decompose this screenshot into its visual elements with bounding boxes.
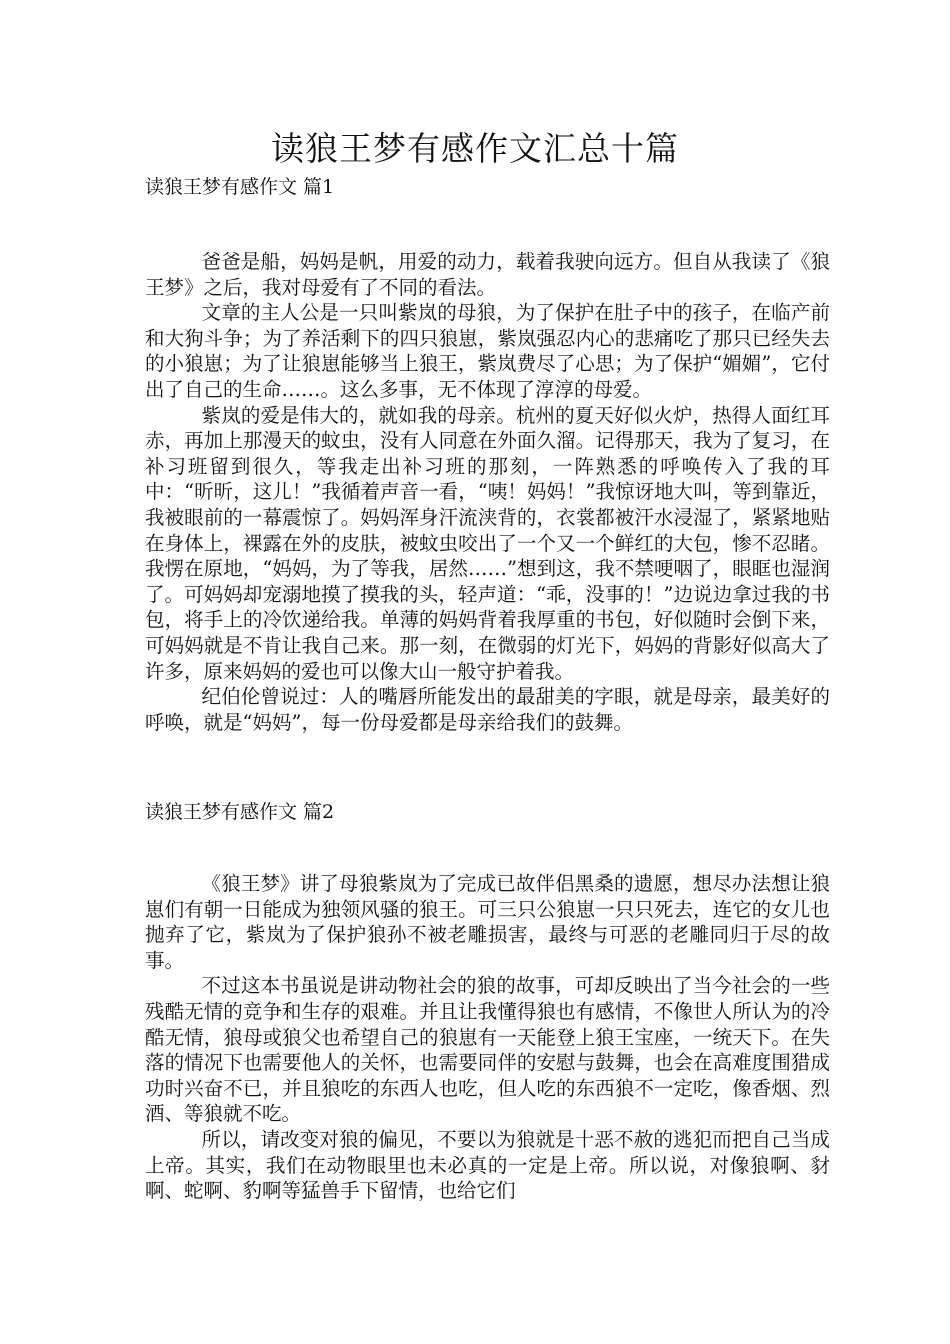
paragraph: 纪伯伦曾说过：人的嘴唇所能发出的最甜美的字眼，就是母亲，最美好的呼唤，就是“妈妈”，每一份母爱都是母亲给我们的鼓舞。 — [145, 685, 830, 734]
paragraph: 紫岚的爱是伟大的，就如我的母亲。杭州的夏天好似火炉，热得人面红耳赤，再加上那漫天的蚊虫，没有人同意在外面久溜。记得那天，我为了复习，在补习班留到很久，等我走出补习班的那刻，一阵熟悉的呼唤传入了我的耳中：“昕昕，这儿！”我循着声音一看，“咦！妈妈！”我惊讶地大叫，等到靠近，我被眼前的一幕震惊了。妈妈浑身汗流浃背的，衣裳都被汗水浸湿了，紧紧地贴在身体上，裸露在外的皮肤，被蚊虫咬出了一个又一个鲜红的大包，惨不忍睹。我愣在原地，“妈妈，为了等我，居然……”想到这，我不禁哽咽了，眼眶也湿润了。可妈妈却宠溺地摸了摸我的头，轻声道：“乖，没事的！”边说边拿过我的书包，将手上的冷饮递给我。单薄的妈妈背着我厚重的书包，好似随时会倒下来，可妈妈就是不肯让我自己来。那一刻，在微弱的灯光下，妈妈的背影好似高大了许多，原来妈妈的爱也可以像大山一般守护着我。 — [145, 403, 830, 683]
section-body-2 — [145, 871, 830, 1204]
section-heading-2: 读狼王梦有感作文 篇2 — [145, 801, 335, 823]
section-heading-1: 读狼王梦有感作文 篇1 — [145, 176, 335, 198]
document-title: 读狼王梦有感作文汇总十篇 — [271, 129, 679, 168]
paragraph: 所以，请改变对狼的偏见，不要以为狼就是十恶不赦的逃犯而把自己当成上帝。其实，我们在动物眼里也未必真的一定是上帝。所以说，对像狼啊、豺啊、蛇啊、豹啊等猛兽手下留情，也给它们 — [145, 1127, 830, 1203]
paragraph: 文章的主人公是一只叫紫岚的母狼，为了保护在肚子中的孩子，在临产前和大狗斗争；为了养活剩下的四只狼崽，紫岚强忍内心的悲痛吃了那只已经失去的小狼崽；为了让狼崽能够当上狼王，紫岚费尽了心思；为了保护“媚媚”，它付出了自己的生命……。这么多事，无不体现了淳淳的母爱。 — [145, 301, 830, 401]
section-body-1 — [145, 249, 830, 735]
paragraph: 《狼王梦》讲了母狼紫岚为了完成已故伴侣黑桑的遗愿，想尽办法想让狼崽们有朝一日能成为独领风骚的狼王。可三只公狼崽一只只死去，连它的女儿也抛弃了它，紫岚为了保护狼孙不被老雕损害，最终与可恶的老雕同归于尽的故事。 — [145, 872, 830, 972]
paragraph: 爸爸是船，妈妈是帆，用爱的动力，载着我驶向远方。但自从我读了《狼王梦》之后，我对母爱有了不同的看法。 — [145, 250, 830, 299]
paragraph: 不过这本书虽说是讲动物社会的狼的故事，可却反映出了当今社会的一些残酷无情的竞争和生存的艰难。并且让我懂得狼也有感情，不像世人所认为的冷酷无情，狼母或狼父也希望自己的狼崽有一天能登上狼王宝座，一统天下。在失落的情况下也需要他人的关怀，也需要同伴的安慰与鼓舞，也会在高难度围猎成功时兴奋不已，并且狼吃的东西人也吃，但人吃的东西狼不一定吃，像香烟、烈酒、等狼就不吃。 — [145, 974, 830, 1126]
